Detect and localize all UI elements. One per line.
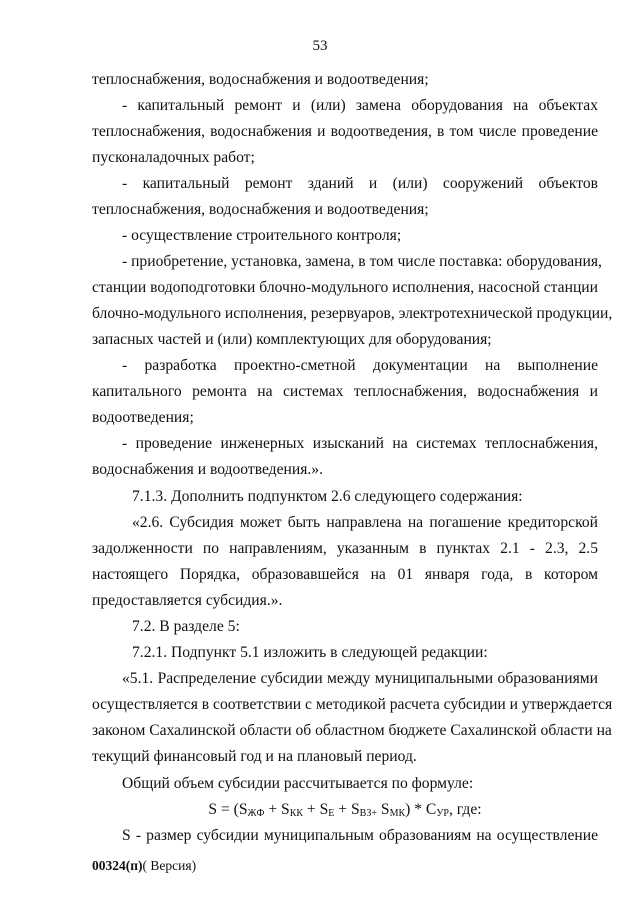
text-line: «2.6. Субсидия может быть направлена на погашение кредиторской <box>132 514 598 531</box>
text-line: Общий объем субсидии рассчитывается по формуле: <box>122 775 474 792</box>
subsidy-formula: $S = (S_{ЖФ} + S_{КК} + S_Е + S_{ВЗ+}$ $S_{МК}) * С_{УР}$, где: <box>208 801 482 819</box>
text-line: текущий финансовый год и на плановый период. <box>92 748 417 765</box>
text-line: - проведение инженерных изысканий на системах теплоснабжения, <box>122 435 598 452</box>
text-line: настоящего Порядка, образовавшейся на 01 января года, в котором <box>92 566 598 583</box>
text-line: капитального ремонта на системах теплоснабжения, водоснабжения и <box>92 383 598 400</box>
text-line: - разработка проектно-сметной документации на выполнение <box>122 357 598 374</box>
text-line: теплоснабжения, водоснабжения и водоотведения; <box>92 71 429 88</box>
text-line: 7.2.1. Подпункт 5.1 изложить в следующей редакции: <box>132 644 488 661</box>
text-line: 7.1.3. Дополнить подпунктом 2.6 следующего содержания: <box>132 488 523 505</box>
text-line: задолженности по направлениям, указанным в пунктах 2.1 - 2.3, 2.5 <box>92 540 598 557</box>
document-version: ( Версия) <box>142 858 197 873</box>
text-line: предоставляется субсидия.». <box>92 592 283 609</box>
text-line: водоотведения; <box>92 409 194 426</box>
text-line: осуществляется в соответствии с методикой расчета субсидии и утверждается <box>92 696 613 713</box>
document-footer <box>92 858 196 874</box>
document-code: 00324(п) <box>92 858 143 873</box>
text-line: законом Сахалинской области об областном бюджете Сахалинской области на <box>92 722 612 739</box>
text-line: станции водоподготовки блочно-модульного исполнения, насосной станции <box>92 279 598 296</box>
text-line: - приобретение, установка, замена, в том числе поставка: оборудования, <box>122 253 602 270</box>
page-number: 53 <box>312 38 328 54</box>
text-line: запасных частей и (или) комплектующих для оборудования; <box>92 331 492 348</box>
text-line: «5.1. Распределение субсидии между муниципальными образованиями <box>122 670 598 687</box>
text-line: водоснабжения и водоотведения.». <box>92 461 323 478</box>
text-line: - капитальный ремонт и (или) замена оборудования на объектах <box>122 97 598 114</box>
text-line: теплоснабжения, водоснабжения и водоотведения, в том числе проведение <box>92 123 598 140</box>
text-line: 7.2. В разделе 5: <box>132 618 240 635</box>
text-line: блочно-модульного исполнения, резервуаров, электротехнической продукции, <box>92 305 613 322</box>
text-line: - капитальный ремонт зданий и (или) сооружений объектов <box>122 175 598 192</box>
text-line: S - размер субсидии муниципальным образованиям на осуществление <box>122 827 598 844</box>
text-line: пусконаладочных работ; <box>92 149 255 166</box>
text-line: - осуществление строительного контроля; <box>122 227 402 244</box>
text-line: теплоснабжения, водоснабжения и водоотведения; <box>92 201 429 218</box>
